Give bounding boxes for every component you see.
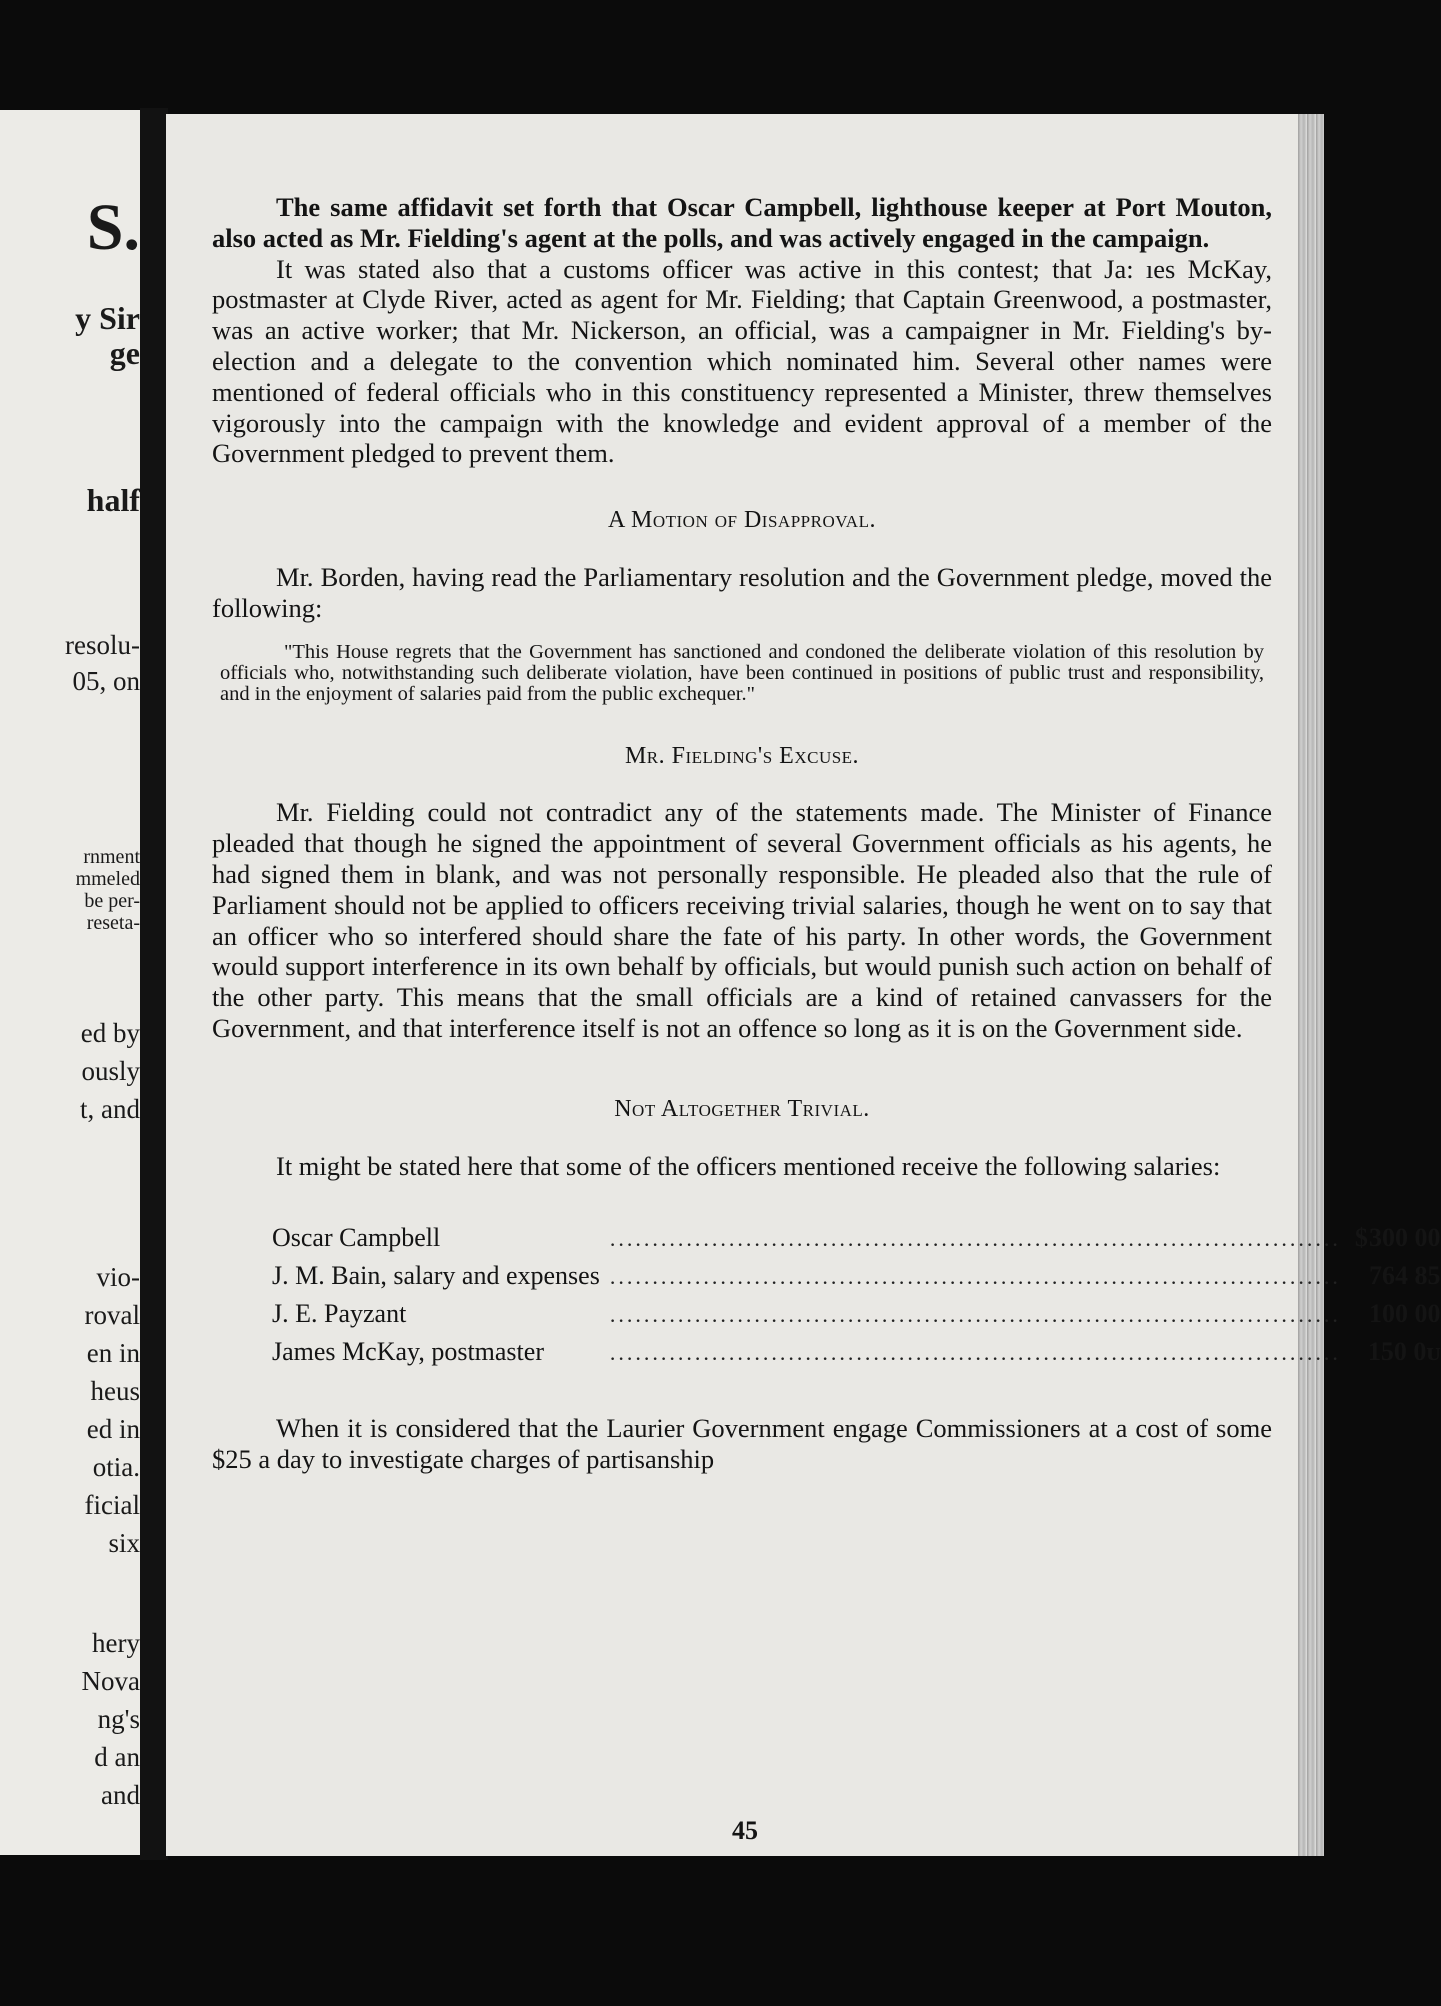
salary-currency <box>1341 1261 1368 1299</box>
fragment-text: d an <box>94 1742 140 1772</box>
fragment-text: be per- <box>84 890 140 912</box>
fragment-text: half <box>86 482 140 518</box>
fragment-text: t, and <box>80 1094 140 1124</box>
paragraph-salaries-intro: It might be stated here that some of the officers mentioned receive the following salaries: <box>276 1150 1221 1181</box>
fragment-text: reseta- <box>86 912 140 934</box>
document-page <box>166 114 1441 1856</box>
fragment-text: resolu- <box>65 630 140 660</box>
salary-amount: 300 00 <box>1369 1223 1441 1253</box>
salary-currency <box>1341 1299 1368 1337</box>
fragment-text: heus <box>90 1376 140 1406</box>
salary-name: J. M. Bain, salary and expenses <box>272 1261 600 1291</box>
paragraph-affidavit: The same affidavit set forth that Oscar Campbell, lighthouse keeper at Port Mouton, also acted as Mr. Fielding's agent at the polls, and was actively engaged in the campaign. <box>212 192 1272 253</box>
salary-table <box>272 1223 1441 1375</box>
paragraph-motion-intro: Mr. Borden, having read the Parliamentary resolution and the Government pledge, moved the following: <box>212 561 1272 623</box>
fragment-text: ge <box>109 335 140 371</box>
book-gutter <box>140 108 168 1860</box>
fragment-text: ed by <box>80 1018 140 1048</box>
section-heading: Mr. Fielding's Excuse. <box>624 742 860 769</box>
paragraph-closing: When it is considered that the Laurier Government engage Commissioners at a cost of some $25 a day to investigate charges of partisanship <box>212 1413 1272 1475</box>
dot-leader: ...................................................................................... <box>609 1264 1341 1290</box>
intro-section <box>212 192 1272 254</box>
fragment-text: Nova <box>81 1666 140 1696</box>
section-heading: Not Altogether Trivial. <box>614 1095 870 1122</box>
dot-leader: ...................................................................................... <box>609 1340 1341 1366</box>
table-row <box>272 1299 1441 1337</box>
page-content <box>212 192 1441 1475</box>
section-heading: A Motion of Disapproval. <box>608 507 876 534</box>
table-row <box>272 1337 1441 1375</box>
fragment-text: otia. <box>92 1452 140 1482</box>
fragment-text: mmeled <box>75 868 140 890</box>
fragment-text: y Sir <box>75 300 140 336</box>
fragment-text: 05, on <box>72 666 140 696</box>
fragment-text: S. <box>86 191 140 264</box>
fragment-text: ously <box>81 1056 140 1086</box>
fragment-text: six <box>108 1528 140 1558</box>
salary-amount: 100 00 <box>1369 1299 1441 1329</box>
fragment-text: ficial <box>84 1490 140 1520</box>
page-edge <box>1298 114 1324 1856</box>
salary-currency: $ <box>1354 1223 1368 1253</box>
salary-name: J. E. Payzant <box>272 1299 407 1329</box>
fragment-text: and <box>101 1780 140 1810</box>
paragraph-officials: It was stated also that a customs officer was active in this contest; that Ja: ıes McKay, postmaster at Clyde River, acted as agent for Mr. Fielding; that Captain Greenwood, a postmaster, was an active worker; that Mr. Nickerson, an official, was a campaigner in Mr. Fielding's by-election and a delegate to the convention which nominated him. Several other names were mentioned of federal officials who in this constituency represented a Minister, threw themselves vigorously into the campaign with the knowledge and evident approval of a member of the Government pledged to prevent them. <box>212 253 1272 469</box>
fragment-text: roval <box>84 1300 140 1330</box>
fragment-text: en in <box>86 1338 140 1368</box>
salary-amount: 764 85 <box>1369 1261 1441 1291</box>
fragment-text: rnment <box>83 846 140 868</box>
salary-name: Oscar Campbell <box>272 1223 441 1253</box>
motion-quote <box>220 642 1264 705</box>
fragment-text: ed in <box>86 1414 140 1444</box>
table-row <box>272 1223 1441 1261</box>
salary-name: James McKay, postmaster <box>272 1337 544 1367</box>
fragment-text: vio- <box>96 1262 140 1292</box>
salary-currency <box>1341 1337 1368 1375</box>
dot-leader: ...................................................................................... <box>609 1302 1341 1328</box>
adjacent-page-fragment <box>0 110 140 1855</box>
table-row <box>272 1261 1441 1299</box>
paragraph-excuse: Mr. Fielding could not contradict any of the statements made. The Minister of Finance pleaded that though he signed the appointment of several Government officials as his agents, he had signed them in blank, and was not personally responsible. He pleaded also that the rule of Parliament should not be applied to officers receiving trivial salaries, though he went on to say that an officer who so interfered should share the fate of his party. In other words, the Government would support interference in its own behalf by officials, but would punish such action on behalf of the other party. This means that the small officials are a kind of retained canvassers for the Government, and that interference itself is not an offence so long as it is on the Government side. <box>212 797 1272 1043</box>
fragment-text: ng's <box>97 1704 140 1734</box>
salary-amount: 150 0ᴜ <box>1367 1337 1441 1367</box>
fragment-text: hery <box>92 1628 140 1658</box>
motion-quote-text: "This House regrets that the Government has sanctioned and condoned the deliberate violation of this resolution by officials who, notwithstanding such deliberate violation, have been continued in positions of public trust and responsibility, and in the enjoyment of salaries paid from the public exchequer." <box>220 640 1264 705</box>
page-number: 45 <box>732 1816 758 1845</box>
dot-leader: ...................................................................................... <box>609 1226 1341 1252</box>
